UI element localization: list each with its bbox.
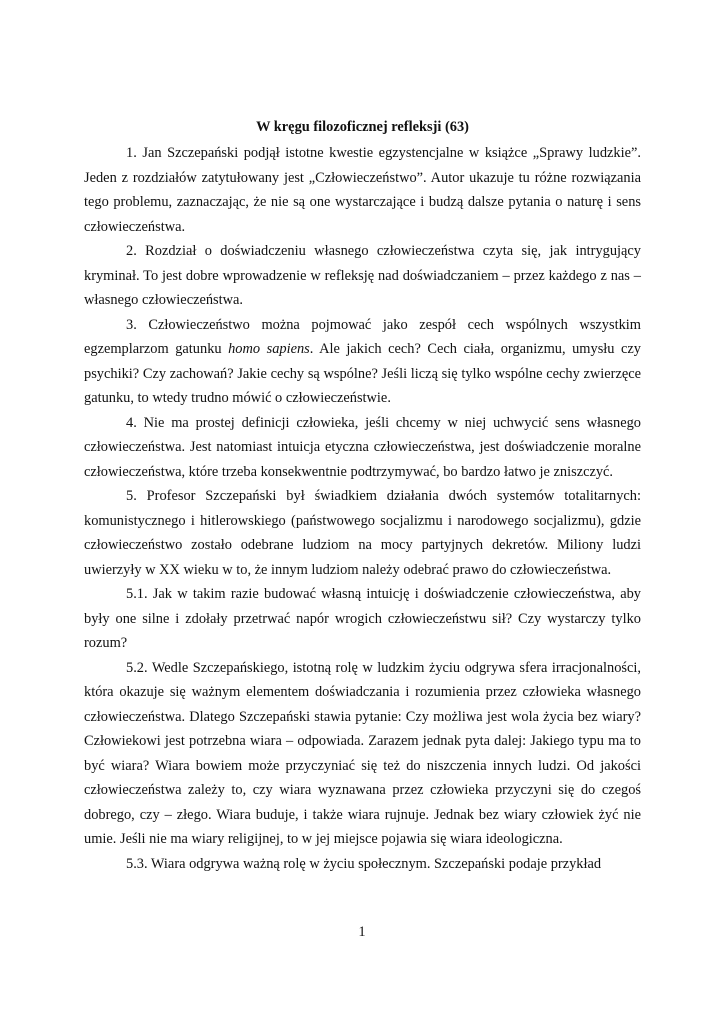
paragraph-5-3: 5.3. Wiara odgrywa ważną rolę w życiu społecznym. Szczepański podaje przykład [126, 855, 602, 872]
paragraph-4: 4. Nie ma prostej definicji człowieka, jeśli chcemy w niej uchwycić sens własnego człowieczeństwa. Jest natomiast intuicja etyczna człowieczeństwa, jest doświadczenie moralne człowieczeństwa, które trzeba konsekwentnie podtrzymywać, bo bardzo łatwo je zniszczyć. [84, 414, 641, 480]
paragraph-5-1: 5.1. Jak w takim razie budować własną intuicję i doświadczenie człowieczeństwa, aby były one silne i zdołały przetrwać napór wrogich człowieczeństwu sił? Czy wystarczy tylko rozum? [84, 586, 641, 651]
paragraph-2: 2. Rozdział o doświadczeniu własnego człowieczeństwa czyta się, jak intrygujący kryminał. To jest dobre wprowadzenie w refleksję nad doświadczaniem – przez każdego z nas – własnego człowieczeństwa. [84, 243, 641, 308]
document-title: W kręgu filozoficznej refleksji (63) [256, 119, 469, 135]
paragraph-3-text-start: 3. Człowieczeństwo można pojmować jako zespół cech wspólnych wszystkim egzemplarzom gatunku [84, 316, 641, 357]
document-page [84, 118, 641, 876]
paragraph-3-italic-term: homo sapiens [228, 341, 310, 357]
paragraph-1: 1. Jan Szczepański podjął istotne kwestie egzystencjalne w książce „Sprawy ludzkie”. Jeden z rozdziałów zatytułowany jest „Człowieczeństwo”. Autor ukazuje tu różne rozwiązania tego problemu, zaznaczając, że nie są one wystarczające i budzą dalsze pytania o naturę i sens człowieczeństwa. [84, 145, 641, 235]
page-number: 1 [358, 924, 366, 940]
paragraph-5: 5. Profesor Szczepański był świadkiem działania dwóch systemów totalitarnych: komunistycznego i hitlerowskiego (państwowego socjalizmu i narodowego socjalizmu), gdzie człowieczeństwo zostało odebrane ludziom na mocy partyjnych dekretów. Miliony ludzi uwierzyły w XX wieku w to, że innym ludziom należy odebrać prawo do człowieczeństwa. [84, 488, 641, 578]
paragraph-3-text-end: . Ale jakich cech? Cech ciała, organizmu, umysłu czy psychiki? Czy zachowań? Jakie cechy są wspólne? Jeśli liczą się tylko wspólne cechy zwierzęce gatunku, to wtedy trudno mówić o człowieczeństwie. [84, 341, 641, 406]
paragraph-3 [84, 313, 641, 411]
paragraph-5-2: 5.2. Wedle Szczepańskiego, istotną rolę w ludzkim życiu odgrywa sfera irracjonalności, która okazuje się ważnym elementem doświadczania i rozumienia przez człowieka własnego człowieczeństwa. Dlatego Szczepański stawia pytanie: Czy możliwa jest wola życia bez wiary? Człowiekowi jest potrzebna wiara – odpowiada. Zarazem jednak pyta dalej: Jakiego typu ma to być wiara? Wiara bowiem może przyczyniać się też do niszczenia innych ludzi. Od jakości człowieczeństwa zależy to, czy wiara wyznawana przez człowieka przyczyni się do czegoś dobrego, czy – złego. Wiara buduje, i także wiara rujnuje. Jednak bez wiary człowiek żyć nie umie. Jeśli nie ma wiary religijnej, to w jej miejsce pojawia się wiara ideologiczna. [84, 659, 641, 847]
